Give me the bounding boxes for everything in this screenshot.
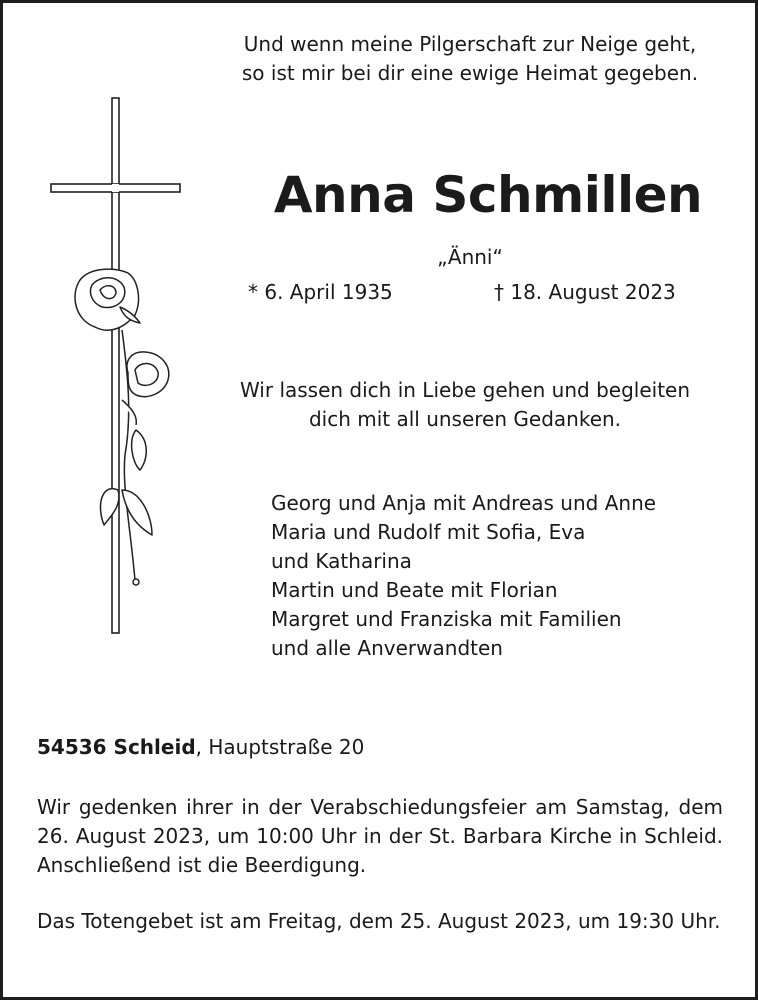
deceased-name: Anna Schmillen [273, 166, 703, 224]
mourner-line: Martin und Beate mit Florian [271, 578, 558, 602]
cross-with-roses-icon [40, 95, 190, 640]
mourner-line: Georg und Anja mit Andreas und Anne [271, 491, 657, 515]
death-date: † 18. August 2023 [494, 280, 676, 304]
mourner-line: und alle Anverwandten [271, 636, 503, 660]
nickname: „Änni“ [437, 245, 503, 269]
farewell-line: dich mit all unseren Gedanken. [308, 407, 622, 431]
farewell-line: Wir lassen dich in Liebe gehen und begleiten [239, 378, 691, 402]
quote-line: so ist mir bei dir eine ewige Heimat gegeben. [241, 61, 699, 85]
funeral-service-info: Wir gedenken ihrer in der Verabschiedungsfeier am Samstag, dem 26. August 2023, um 10:00 Uhr in der St. Barbara Kirche in Schleid. Anschließend ist die Beerdigung. [37, 795, 723, 877]
mourners-list [271, 489, 656, 663]
farewell-text [210, 376, 720, 434]
bible-quote [200, 30, 740, 88]
address [37, 733, 364, 762]
birth-date: * 6. April 1935 [248, 280, 393, 304]
mourner-line: und Katharina [271, 549, 412, 573]
prayer-info: Das Totengebet ist am Freitag, dem 25. August 2023, um 19:30 Uhr. [37, 909, 721, 933]
address-place: 54536 Schleid [37, 735, 196, 759]
mourner-line: Maria und Rudolf mit Sofia, Eva [271, 520, 586, 544]
quote-line: Und wenn meine Pilgerschaft zur Neige geht, [243, 32, 697, 56]
address-street: , Hauptstraße 20 [195, 735, 365, 759]
mourner-line: Margret und Franziska mit Familien [271, 607, 622, 631]
